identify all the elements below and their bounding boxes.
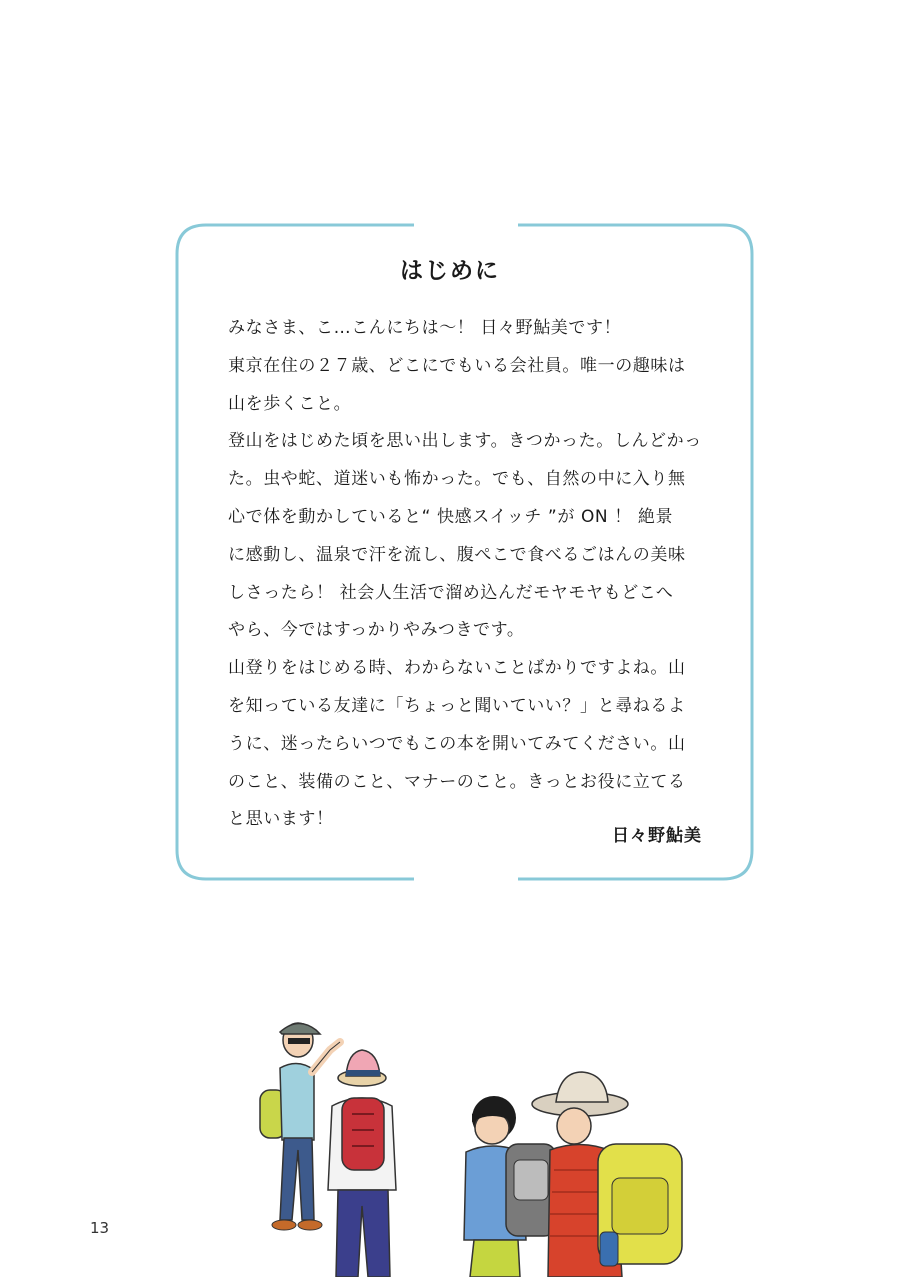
page-title: はじめに: [400, 258, 500, 284]
body-line: うに、迷ったらいつでもこの本を開いてみてください。山: [228, 733, 686, 754]
body-line: に感動し、温泉で汗を流し、腹ぺこで食べるごはんの美味: [228, 544, 686, 565]
body-line: 山を歩くこと。: [228, 393, 352, 414]
body-line: やら、今ではすっかりやみつきです。: [228, 620, 525, 641]
hiker-blue-jacket: [464, 1096, 556, 1277]
body-line: 東京在住の２７歳、どこにでもいる会社員。唯一の趣味は: [228, 355, 686, 376]
hiker-red-backpack: [328, 1050, 396, 1277]
hikers-illustration: [230, 1010, 710, 1277]
page-number: 13: [90, 1219, 110, 1237]
body-line: 心で体を動かしていると“ 快感スイッチ ”が ON ！ 絶景: [228, 506, 674, 527]
body-line: た。虫や蛇、道迷いも怖かった。でも、自然の中に入り無: [228, 469, 686, 490]
hiker-man-pointing: [260, 1023, 340, 1230]
body-line: のこと、装備のこと、マナーのこと。きっとお役に立てる: [228, 771, 686, 792]
body-line: 山登りをはじめる時、わからないことばかりですよね。山: [228, 658, 686, 679]
intro-body: [228, 310, 708, 839]
body-line: 登山をはじめた頃を思い出します。きつかった。しんどかっ: [228, 431, 702, 452]
body-line: みなさま、こ…こんにちは〜！ 日々野鮎美です！: [228, 318, 622, 338]
author-signature: 日々野鮎美: [612, 826, 702, 846]
hiker-wide-brim-hat: [532, 1072, 682, 1277]
body-line: と思います！: [228, 809, 334, 830]
body-line: しさったら！ 社会人生活で溜め込んだモヤモヤもどこへ: [228, 582, 674, 603]
body-line: を知っている友達に「ちょっと聞いていい？」と尋ねるよ: [228, 695, 686, 716]
